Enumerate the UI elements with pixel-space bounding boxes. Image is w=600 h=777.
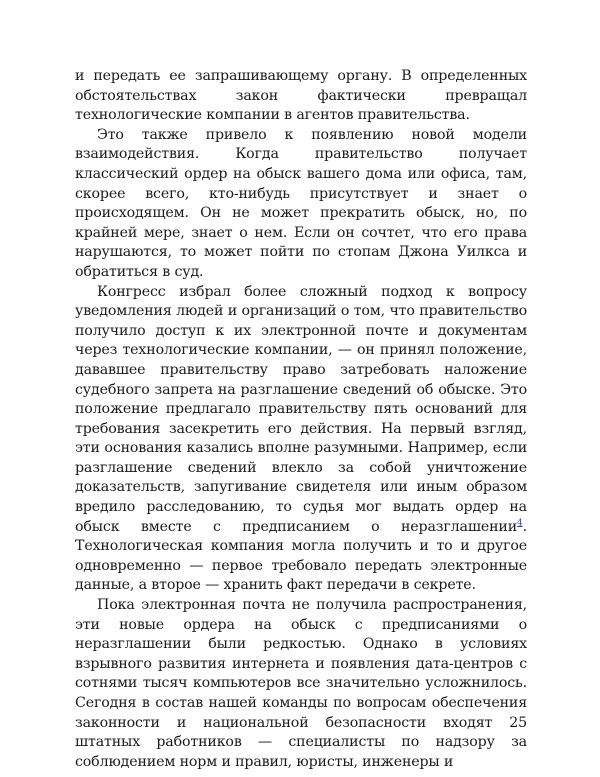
paragraph-3 xyxy=(75,283,527,597)
paragraph-3-text-before: Конгресс избрал более сложный подход к вопросу уведомления людей и организаций о том, что правительство получило доступ к их электронной почте и документам через технологические компании, — он принял положение, дававшее правительству право затребовать наложение судебного запрета на разглашение сведений об обыске. Это положение предлагало правительству пять оснований для требования засекретить его действия. На первый взгляд, эти основания казались вполне разумными. Например, если разглашение сведений влекло за собой уничтожение доказательств, запугивание свидетеля или иным образом вредило расследованию, то судья мог выдать ордер на обыск вместе с предписанием о неразглашении xyxy=(75,283,527,535)
paragraph-2: Это также привело к появлению новой модели взаимодействия. Когда правительство получает классический ордер на обыск вашего дома или офиса, там, скорее всего, кто-нибудь присутствует и знает о происходящем. Он не может прекратить обыск, но, по крайней мере, знает о нем. Если он сочтет, что его права нарушаются, то может пойти по стопам Джона Уилкса и обратиться в суд. xyxy=(75,126,527,280)
paragraph-3-text-after: . Технологическая компания могла получить и то и другое одновременно — первое требовало передать электронные данные, а второе — хранить факт передачи в секрете. xyxy=(75,518,527,594)
paragraph-1: и передать ее запрашивающему органу. В определенных обстоятельствах закон фактически превращал технологические компании в агентов правительства. xyxy=(75,68,527,124)
document-page xyxy=(75,67,527,772)
footnote-link-4[interactable]: 4 xyxy=(517,517,523,528)
paragraph-4: Пока электронная почта не получила распространения, эти новые ордера на обыск с предписаниями о неразглашении были редкостью. Однако в условиях взрывного развития интернета и появления дата-центров с сотнями тысяч компьютеров все значительно усложнилось. Сегодня в состав нашей команды по вопросам обеспечения законности и национальной безопасности входят 25 штатных работников — специалисты по надзору за соблюдением норм и правил, юристы, инженеры и xyxy=(75,597,527,770)
